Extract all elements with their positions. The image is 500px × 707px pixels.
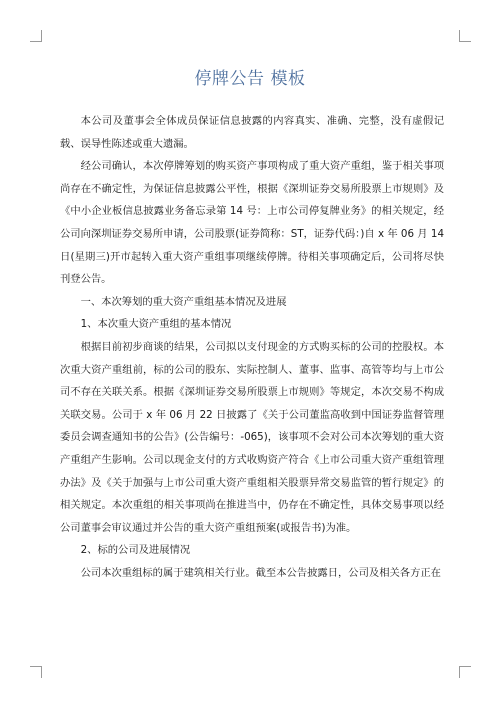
- subsection-heading-2: 2、标的公司及进展情况: [80, 544, 191, 557]
- section-heading-1: 一、本次筹划的重大资产重组基本情况及进展: [80, 295, 287, 308]
- document-title: 停牌公告 模板: [194, 69, 306, 89]
- document-body: [60, 110, 444, 584]
- paragraph-disclaimer: 本公司及董事会全体成员保证信息披露的内容真实、准确、完整，没有虚假记载、误导性陈述或重大遗漏。: [60, 115, 444, 150]
- paragraph-target-company: 公司本次重组标的属于建筑相关行业。截至本公告披露日，公司及相关各方正在: [80, 566, 441, 579]
- crop-mark-bottom-left: [30, 666, 42, 678]
- crop-mark-top-right: [459, 30, 471, 42]
- crop-mark-bottom-right: [459, 666, 471, 678]
- crop-mark-top-left: [30, 30, 42, 42]
- paragraph-suspension: 经公司确认，本次停牌筹划的购买资产事项构成了重大资产重组，鉴于相关事项尚存在不确定性，为保证信息披露公平性，根据《深圳证券交易所股票上市规则》及《中小企业板信息披露业务备忘录第 14 号：上市公司停复牌业务》的相关规定，经公司向深圳证券交易所申请，公司股票(证券简称：ST，证券代码：)自 x 年 06 月 14 日(星期三)开市起转入重大资产重组事项继续停牌。待相关事项确定后，公司将尽快刊登公告。: [60, 160, 444, 286]
- subsection-heading-1: 1、本次重大资产重组的基本情况: [80, 318, 232, 331]
- paragraph-restructuring-basics: 根据目前初步商谈的结果，公司拟以支付现金的方式购买标的公司的控股权。本次重大资产重组前，标的公司的股东、实际控制人、董事、监事、高管等均与上市公司不存在关联关系。根据《深圳证券交易所股票上市规则》等规定，本次交易不构成关联交易。公司于 x 年 06 月 22 日披露了《关于公司董监高收到中国证券监督管理委员会调查通知书的公告》(公告编号：-065)，该事项不会对公司本次筹划的重大资产重组产生影响。公司以现金支付的方式收购资产符合《上市公司重大资产重组管理办法》及《关于加强与上市公司重大资产重组相关股票异常交易监管的暂行规定》的相关规定。本次重组的相关事项尚在推进当中，仍存在不确定性，具体交易事项以经公司董事会审议通过并公告的重大资产重组预案(或报告书)为准。: [60, 340, 444, 534]
